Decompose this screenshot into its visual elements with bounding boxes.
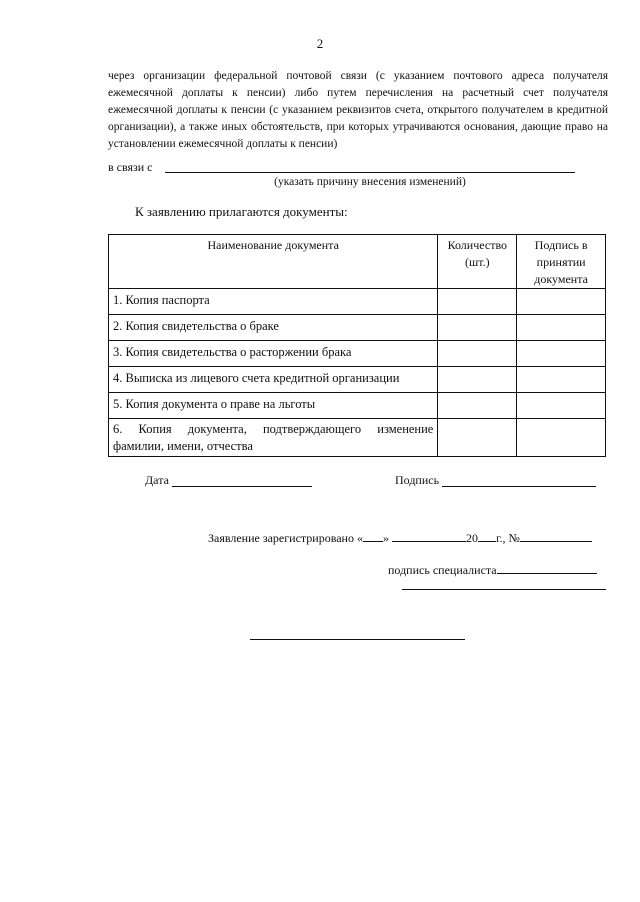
specialist-name-field[interactable] [402, 589, 606, 590]
signature-cell[interactable] [517, 341, 606, 367]
quantity-cell[interactable] [438, 315, 517, 341]
document-name: 1. Копия паспорта [109, 289, 438, 315]
reason-hint: (указать причину внесения изменений) [274, 176, 466, 188]
reason-field[interactable] [165, 172, 575, 173]
page-number: 2 [316, 36, 324, 51]
registration-year-prefix: 20 [465, 531, 478, 545]
signature-field[interactable] [442, 486, 596, 487]
signature-cell[interactable] [517, 393, 606, 419]
document-name: 4. Выписка из лицевого счета кредитной организации [109, 367, 438, 393]
registration-prefix: Заявление зарегистрировано « [208, 531, 363, 545]
header-document-name: Наименование документа [109, 235, 438, 289]
quantity-cell[interactable] [438, 289, 517, 315]
signature-cell[interactable] [517, 367, 606, 393]
registration-year-suffix: г., № [495, 531, 521, 545]
signature-cell[interactable] [517, 419, 606, 457]
document-name: 5. Копия документа о праве на льготы [109, 393, 438, 419]
quantity-cell[interactable] [438, 341, 517, 367]
body-paragraph: через организации федеральной почтовой связи (с указанием почтового адреса получателя ежемесячной доплаты к пенсии) либо путем перечисления на расчетный счет получателя ежемесячной доплаты к пенсии (с указанием реквизитов счета, открытого получателем в кредитной организации), а также иных обстоятельств, при которых утрачиваются основания, дающие право на установлении ежемесячной доплаты к пенсии) [108, 70, 608, 150]
specialist-label: подпись специалиста [388, 563, 497, 577]
registration-quote-close: » [382, 531, 389, 545]
table-header-row [109, 235, 606, 289]
specialist-row [388, 563, 597, 578]
bottom-divider [250, 639, 465, 640]
header-quantity: Количество (шт.) [438, 235, 517, 289]
specialist-signature-field[interactable] [497, 563, 597, 574]
signature-label: Подпись [395, 473, 440, 487]
signature-cell[interactable] [517, 315, 606, 341]
attachments-intro: К заявлению прилагаются документы: [135, 204, 348, 219]
registration-year-field[interactable] [478, 531, 496, 542]
registration-row [208, 531, 592, 546]
table-row [109, 367, 606, 393]
table-row [109, 341, 606, 367]
table-row [109, 289, 606, 315]
table-row [109, 419, 606, 457]
document-name: 3. Копия свидетельства о расторжении брака [109, 341, 438, 367]
document-name: 6. Копия документа, подтверждающего изменение фамилии, имени, отчества [109, 419, 438, 457]
registration-number-field[interactable] [520, 531, 592, 542]
quantity-cell[interactable] [438, 367, 517, 393]
quantity-cell[interactable] [438, 393, 517, 419]
registration-month-field[interactable] [392, 531, 466, 542]
table-row [109, 393, 606, 419]
signature-cell[interactable] [517, 289, 606, 315]
document-name: 2. Копия свидетельства о браке [109, 315, 438, 341]
header-signature: Подпись в принятии документа [517, 235, 606, 289]
date-field[interactable] [172, 486, 312, 487]
table-row [109, 315, 606, 341]
registration-day-field[interactable] [363, 531, 383, 542]
reason-label: в связи с [108, 160, 153, 174]
quantity-cell[interactable] [438, 419, 517, 457]
date-label: Дата [145, 473, 169, 487]
documents-table [108, 234, 606, 457]
